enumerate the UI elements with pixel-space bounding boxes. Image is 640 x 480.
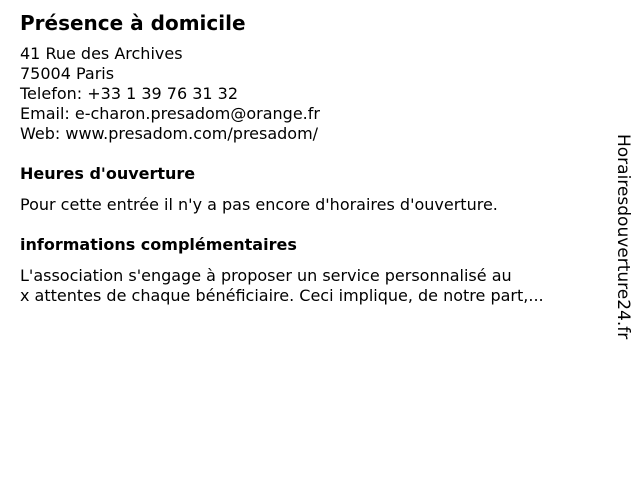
hours-heading: Heures d'ouverture [20,164,196,183]
info-text [20,266,600,306]
info-heading: informations complémentaires [20,235,297,254]
business-name: Présence à domicile [20,11,246,35]
business-card [20,10,600,306]
address-street: 41 Rue des Archives [20,44,183,63]
web-line[interactable]: Web: www.presadom.com/presadom/ [20,124,319,143]
phone-line[interactable]: Telefon: +33 1 39 76 31 32 [20,84,239,103]
email-line[interactable]: Email: e-charon.presadom@orange.fr [20,104,320,123]
contact-block [20,44,600,144]
address-city: 75004 Paris [20,64,115,83]
site-brand: Horairesdouverture24.fr [613,134,633,340]
info-text-line-2: x attentes de chaque bénéficiaire. Ceci implique, de notre part,... [20,286,544,305]
hours-text: Pour cette entrée il n'y a pas encore d'horaires d'ouverture. [20,195,498,214]
info-text-line-1: L'association s'engage à proposer un service personnalisé au [20,266,512,285]
